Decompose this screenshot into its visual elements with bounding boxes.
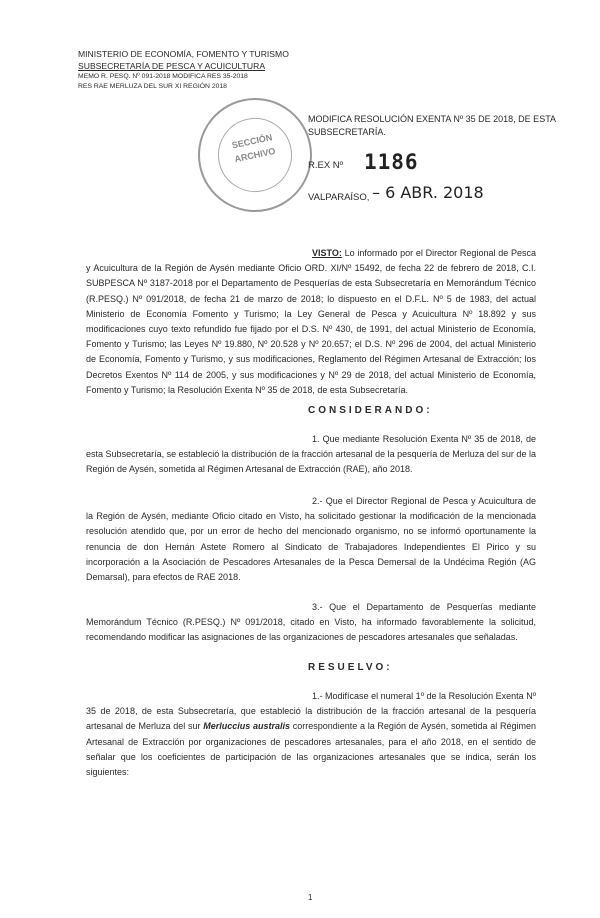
resolution-subject: MODIFICA RESOLUCIÓN EXENTA Nº 35 DE 2018, DE ESTA SUBSECRETARÍA.: [308, 114, 556, 137]
archive-stamp: [187, 87, 322, 222]
resuelvo-text-a: 1.- Modifícase el numeral 1º de la Resolución Exenta Nº 35 de 2018, de esta Subsecretaría, que estableció la distribución de la fracción artesanal de la pesquería artesanal de Merluza del sur: [86, 691, 536, 732]
considerando-item-1: 1. Que mediante Resolución Exenta Nº 35 de 2018, de esta Subsecretaría, se estableció la distribución de la fracción artesanal de la pesquería de Merluza del sur de la Región de Aysén, sometida al Régimen Artesanal de Extracción (RAE), año 2018.: [86, 434, 536, 475]
resuelvo-text-b: correspondiente a la Región de Aysén, sometida al Régimen Artesanal de Extracción por organizaciones de pescadores artesanales, para el año 2018, en el sentido de señalar que los coeficientes de participación de las organizaciones artesanales que se indica, serán los siguientes:: [86, 721, 536, 778]
page-number: 1: [308, 893, 313, 902]
resuelvo-item-1: [86, 689, 536, 780]
visto-label: VISTO:: [312, 248, 342, 258]
reference-line-2: RES RAE MERLUZA DEL SUR XI REGIÓN 2018: [78, 83, 227, 90]
rex-label: R.EX Nº: [308, 160, 344, 171]
resuelvo-heading: RESUELVO:: [308, 662, 393, 673]
ministry-name: MINISTERIO DE ECONOMÍA, FOMENTO Y TURISMO: [78, 49, 289, 59]
rex-number: 1186: [364, 150, 419, 174]
visto-text: Lo informado por el Director Regional de Pesca y Acuicultura de la Región de Aysén mediante Oficio ORD. XI/Nº 15492, de fecha 22 de febrero de 2018, C.I. SUBPESCA Nº 3187-2018 por el Departamento de Pesquerías de esta Subsecretaría en Memorándum Técnico (R.PESQ.) Nº 091/2018, de fecha 21 de marzo de 2018; lo dispuesto en el D.F.L. Nº 5 de 1983, del actual Ministerio de Economía Fomento y Turismo; la Ley General de Pesca y Acuicultura Nº 18.892 y sus modificaciones cuyo texto refundido fue fijado por el D.S. Nº 430, de 1991, del actual Ministerio de Economía, Fomento y Turismo; las Leyes Nº 19.880, Nº 20.528 y Nº 20.657; el D.S. Nº 296 de 2004, del actual Ministerio de Economía, Fomento y Turismo, y sus modificaciones, Reglamento del Régimen Artesanal de Extracción; los Decretos Exentos Nº 114 de 2005, y sus modificaciones y Nº 29 de 2018, del actual Ministerio de Economía, Fomento y Turismo; la Resolución Exenta Nº 35 de 2018, de esta Subsecretaría.: [86, 248, 536, 395]
considerando-heading: CONSIDERANDO:: [308, 405, 433, 416]
letterhead: [78, 48, 289, 92]
considerando-item-2: 2.- Que el Director Regional de Pesca y Acuicultura de la Región de Aysén, mediante Oficio citado en Visto, ha solicitado gestionar la modificación de la mencionada resolución atendido que, por un error de hecho del mencionado organismo, no se informó oportunamente la renuncia de don Hernán Astete Romero al Sindicato de Trabajadores Independientes El Pirico y su incorporación a la Asociación de Pescadores Artesanales de la Pesca Demersal de la Undécima Región (AG Demarsal), para efectos de RAE 2018.: [86, 496, 536, 583]
considerando-item-3: 3.- Que el Departamento de Pesquerías mediante Memorándum Técnico (R.PESQ.) Nº 091/2018, citado en Visto, ha informado favorablemente la solicitud, recomendando modificar las asignaciones de las organizaciones de pescadores artesanales que señaladas.: [86, 602, 536, 643]
subsecretaria-name: SUBSECRETARÍA DE PESCA Y ACUICULTURA: [78, 61, 266, 71]
species-name: Merluccius australis: [203, 721, 290, 732]
date-value: – 6 ABR. 2018: [372, 183, 484, 202]
visto-paragraph: [86, 246, 536, 398]
date-label: VALPARAÍSO,: [308, 192, 370, 203]
stamp-text-2: ARCHIVO: [233, 145, 277, 165]
stamp-text-1: SECCIÓN: [230, 132, 274, 151]
reference-line-1: MEMO R. PESQ. Nº 091-2018 MODIFICA RES 35-2018: [78, 73, 248, 80]
